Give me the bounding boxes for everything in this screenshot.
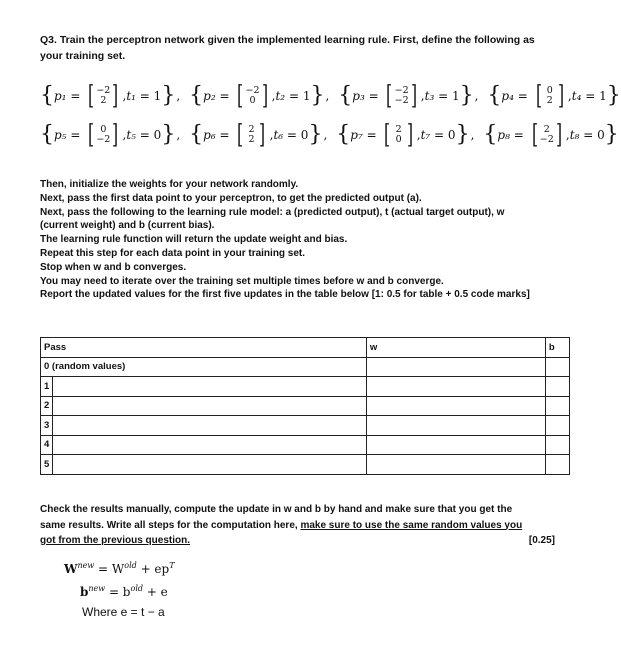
input-vector bbox=[382, 122, 414, 148]
row-initial-label: 0 (random values) bbox=[41, 357, 367, 377]
vector-column bbox=[96, 125, 110, 145]
cell-b[interactable] bbox=[545, 396, 569, 416]
check-line-2 bbox=[40, 518, 555, 534]
vector-element: −2 bbox=[394, 85, 409, 96]
left-bracket: [ bbox=[237, 81, 244, 111]
input-label: p₄ bbox=[501, 89, 514, 103]
vector-column bbox=[245, 86, 259, 106]
table-row bbox=[41, 357, 570, 377]
right-bracket: ] bbox=[112, 81, 119, 111]
formula-text: + e bbox=[143, 585, 168, 599]
check-instructions bbox=[40, 502, 555, 549]
vector-column bbox=[540, 125, 554, 145]
target-value: 1 bbox=[302, 89, 311, 103]
cell-pass[interactable] bbox=[53, 435, 367, 455]
vector-element: −2 bbox=[96, 85, 111, 96]
instruction-line: You may need to iterate over the training set multiple times before w and b converge. bbox=[40, 275, 444, 287]
comma: , bbox=[271, 89, 276, 103]
vector-column bbox=[544, 86, 556, 106]
table-header-row bbox=[41, 338, 570, 358]
separator: , bbox=[325, 89, 330, 103]
header-w: w bbox=[366, 338, 545, 358]
left-brace: { bbox=[189, 83, 204, 108]
formula-text: = W bbox=[94, 562, 125, 576]
formula-sup: old bbox=[130, 584, 143, 593]
row-number: 1 bbox=[41, 377, 53, 397]
cell-b[interactable] bbox=[545, 455, 569, 475]
question-title-line-1: Q3. Train the perceptron network given the implemented learning rule. First, define the following as bbox=[40, 34, 535, 46]
vector-element: −2 bbox=[394, 95, 409, 106]
separator: , bbox=[474, 89, 479, 103]
input-label: p₈ bbox=[497, 128, 510, 142]
target-label: t₄ bbox=[571, 89, 582, 103]
formula-sup: T bbox=[169, 561, 175, 570]
instruction-line: (current weight) and b (current bias). bbox=[40, 220, 215, 232]
input-label: p₁ bbox=[54, 89, 67, 103]
equals-sign: = bbox=[509, 128, 528, 142]
input-vector bbox=[384, 83, 418, 109]
cell-b[interactable] bbox=[545, 435, 569, 455]
right-bracket: ] bbox=[406, 120, 413, 150]
cell-pass[interactable] bbox=[53, 416, 367, 436]
table-row bbox=[41, 377, 570, 397]
right-bracket: ] bbox=[261, 81, 268, 111]
bias-update-rule bbox=[64, 579, 175, 602]
training-pair bbox=[483, 122, 618, 148]
right-brace: } bbox=[604, 122, 619, 147]
table-row bbox=[41, 416, 570, 436]
left-brace: { bbox=[483, 122, 498, 147]
formula-sup: new bbox=[77, 561, 95, 570]
left-bracket: [ bbox=[384, 120, 391, 150]
cell-pass[interactable] bbox=[53, 455, 367, 475]
left-bracket: [ bbox=[386, 81, 393, 111]
left-bracket: [ bbox=[535, 81, 542, 111]
equals-sign: = bbox=[135, 128, 154, 142]
check-line-3 bbox=[40, 533, 555, 549]
cell-w[interactable] bbox=[366, 416, 545, 436]
instruction-line: The learning rule function will return the update weight and bias. bbox=[40, 234, 348, 246]
equals-sign: = bbox=[513, 89, 532, 103]
instruction-line: Stop when w and b converges. bbox=[40, 261, 187, 273]
equals-sign: = bbox=[362, 128, 381, 142]
cell-w[interactable] bbox=[366, 455, 545, 475]
right-brace: } bbox=[161, 83, 176, 108]
comma: , bbox=[420, 89, 425, 103]
equals-sign: = bbox=[215, 128, 234, 142]
table-row bbox=[41, 396, 570, 416]
training-pair bbox=[40, 122, 175, 148]
target-label: t₇ bbox=[420, 128, 431, 142]
equals-sign: = bbox=[283, 128, 301, 142]
left-bracket: [ bbox=[237, 120, 244, 150]
row-number: 3 bbox=[41, 416, 53, 436]
header-pass: Pass bbox=[41, 338, 367, 358]
target-value: 0 bbox=[300, 128, 309, 142]
target-value: 0 bbox=[597, 128, 605, 142]
right-brace: } bbox=[459, 83, 474, 108]
training-set-row-2 bbox=[40, 118, 619, 152]
input-label: p₃ bbox=[352, 89, 365, 103]
instruction-line: Repeat this step for each data point in your training set. bbox=[40, 247, 306, 259]
training-pair bbox=[189, 83, 324, 109]
vector-element: −2 bbox=[539, 134, 554, 145]
vector-column bbox=[96, 86, 110, 106]
check-line-2-text: same results. Write all steps for the computation here, bbox=[40, 519, 301, 531]
equals-sign: = bbox=[66, 128, 85, 142]
cell-b[interactable] bbox=[545, 357, 569, 377]
formula-text: + ep bbox=[136, 562, 170, 576]
training-pair bbox=[487, 83, 620, 109]
vector-column bbox=[245, 125, 257, 145]
equals-sign: = bbox=[66, 89, 85, 103]
vector-element: 2 bbox=[395, 124, 402, 135]
input-vector bbox=[86, 122, 120, 148]
vector-element: 2 bbox=[248, 124, 255, 135]
left-brace: { bbox=[338, 83, 353, 108]
right-brace: } bbox=[308, 122, 323, 147]
input-vector bbox=[235, 83, 269, 109]
cell-w[interactable] bbox=[366, 377, 545, 397]
vector-element: −2 bbox=[245, 85, 260, 96]
training-pair bbox=[336, 122, 469, 148]
vector-element: 2 bbox=[543, 124, 550, 135]
update-formulas bbox=[64, 556, 175, 622]
separator: , bbox=[323, 128, 328, 142]
instructions bbox=[40, 178, 570, 302]
target-label: t₈ bbox=[569, 128, 580, 142]
question-title-line-2: your training set. bbox=[40, 50, 126, 62]
instruction-line: Then, initialize the weights for your network randomly. bbox=[40, 179, 299, 190]
left-brace: { bbox=[336, 122, 351, 147]
input-label: p₅ bbox=[54, 128, 67, 142]
vector-element: 2 bbox=[100, 95, 107, 106]
input-vector bbox=[235, 122, 267, 148]
input-label: p₆ bbox=[203, 128, 216, 142]
left-brace: { bbox=[189, 122, 204, 147]
equals-sign: = bbox=[285, 89, 303, 103]
right-bracket: ] bbox=[259, 120, 266, 150]
equals-sign: = bbox=[364, 89, 383, 103]
target-value: 1 bbox=[599, 89, 607, 103]
weight-update-rule bbox=[64, 556, 175, 579]
comma: , bbox=[416, 128, 421, 142]
input-vector bbox=[86, 83, 120, 109]
formula-sup: new bbox=[88, 584, 106, 593]
formula-sup: old bbox=[124, 561, 137, 570]
header-b: b bbox=[545, 338, 569, 358]
right-brace: } bbox=[606, 83, 621, 108]
training-set-row-1 bbox=[40, 79, 621, 113]
cell-w[interactable] bbox=[366, 357, 545, 377]
right-bracket: ] bbox=[557, 81, 564, 111]
row-number: 2 bbox=[41, 396, 53, 416]
vector-element: 0 bbox=[395, 134, 402, 145]
input-label: p₂ bbox=[203, 89, 216, 103]
instruction-line: Next, pass the first data point to your perceptron, to get the predicted output (a). bbox=[40, 192, 422, 204]
target-value: 0 bbox=[153, 128, 162, 142]
row-number: 4 bbox=[41, 435, 53, 455]
separator: , bbox=[176, 128, 181, 142]
cell-pass[interactable] bbox=[53, 377, 367, 397]
target-label: t₆ bbox=[273, 128, 284, 142]
right-brace: } bbox=[310, 83, 325, 108]
row-number: 5 bbox=[41, 455, 53, 475]
comma: , bbox=[567, 89, 572, 103]
equals-sign: = bbox=[579, 128, 598, 142]
training-pair bbox=[338, 83, 473, 109]
target-value: 1 bbox=[153, 89, 162, 103]
equals-sign: = bbox=[215, 89, 234, 103]
left-bracket: [ bbox=[88, 81, 95, 111]
left-bracket: [ bbox=[88, 120, 95, 150]
cell-w[interactable] bbox=[366, 396, 545, 416]
formula-text: = b bbox=[105, 585, 131, 599]
target-label: t₃ bbox=[424, 89, 435, 103]
comma: , bbox=[122, 128, 127, 142]
target-value: 1 bbox=[451, 89, 460, 103]
formula-b-lhs: b bbox=[80, 585, 89, 599]
vector-column bbox=[393, 125, 405, 145]
training-pair bbox=[189, 122, 322, 148]
left-brace: { bbox=[487, 83, 502, 108]
input-label: p₇ bbox=[350, 128, 363, 142]
vector-column bbox=[395, 86, 409, 106]
right-brace: } bbox=[455, 122, 470, 147]
right-bracket: ] bbox=[112, 120, 119, 150]
left-bracket: [ bbox=[531, 120, 538, 150]
instruction-line: Report the updated values for the first five updates in the table below [1: 0.5 for table + 0.5 code marks] bbox=[40, 289, 530, 301]
vector-element: 0 bbox=[546, 85, 553, 96]
vector-element: −2 bbox=[96, 134, 111, 145]
equals-sign: = bbox=[430, 128, 448, 142]
updates-table bbox=[40, 337, 570, 475]
target-value: 0 bbox=[447, 128, 456, 142]
target-label: t₅ bbox=[126, 128, 136, 142]
training-pair bbox=[40, 83, 175, 109]
equals-sign: = bbox=[581, 89, 600, 103]
formula-w-lhs: W bbox=[64, 562, 78, 576]
check-line-3-underlined: got from the previous question. bbox=[40, 535, 191, 546]
right-brace: } bbox=[161, 122, 176, 147]
comma: , bbox=[269, 128, 274, 142]
vector-element: 2 bbox=[546, 95, 553, 106]
check-line-1: Check the results manually, compute the update in w and b by hand and make sure that you get the bbox=[40, 504, 513, 515]
cell-w[interactable] bbox=[366, 435, 545, 455]
vector-element: 0 bbox=[249, 95, 256, 106]
comma: , bbox=[565, 128, 570, 142]
target-label: t₂ bbox=[275, 89, 286, 103]
separator: , bbox=[176, 89, 181, 103]
cell-pass[interactable] bbox=[53, 396, 367, 416]
table-row bbox=[41, 435, 570, 455]
input-vector bbox=[534, 83, 566, 109]
cell-b[interactable] bbox=[545, 416, 569, 436]
table-row bbox=[41, 455, 570, 475]
input-vector bbox=[530, 122, 564, 148]
left-brace: { bbox=[40, 83, 54, 108]
right-bracket: ] bbox=[555, 120, 562, 150]
left-brace: { bbox=[40, 122, 54, 147]
equals-sign: = bbox=[434, 89, 452, 103]
separator: , bbox=[470, 128, 475, 142]
cell-b[interactable] bbox=[545, 377, 569, 397]
vector-element: 0 bbox=[100, 124, 107, 135]
equals-sign: = bbox=[135, 89, 154, 103]
vector-element: 2 bbox=[248, 134, 255, 145]
error-definition: Where e = t − a bbox=[82, 605, 165, 619]
instruction-line: Next, pass the following to the learning rule model: a (predicted output), t (actual target output), w bbox=[40, 206, 505, 218]
right-bracket: ] bbox=[410, 81, 417, 111]
check-marks: [0.25] bbox=[528, 535, 555, 546]
question-title bbox=[40, 32, 555, 64]
check-line-2-underlined: make sure to use the same random values you bbox=[300, 519, 523, 531]
comma: , bbox=[122, 89, 127, 103]
target-label: t₁ bbox=[126, 89, 136, 103]
